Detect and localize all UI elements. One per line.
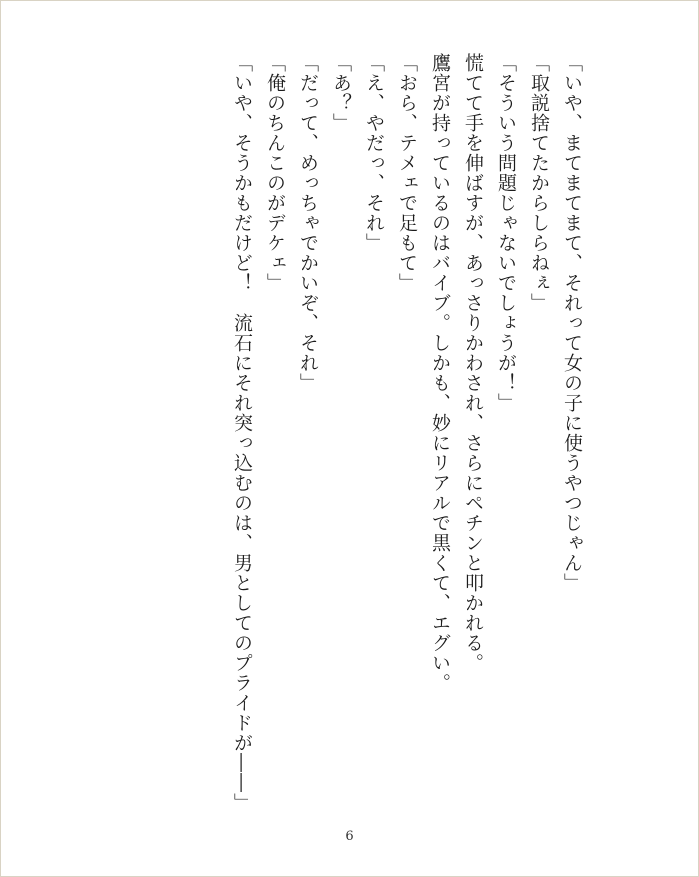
text-line: 「俺のちんこのがデケェ」: [264, 53, 286, 293]
text-line: 「おら、テメェで足もて」: [396, 53, 418, 293]
text-line: 「え、やだっ、それ」: [363, 53, 385, 253]
text-line: 「いや、まてまてまて、それって女の子に使うやつじゃん」: [561, 53, 583, 593]
text-line: 「あ？」: [330, 53, 352, 133]
text-line: 「いや、そうかもだけど！ 流石にそれ突っ込むのは、男としてのプライドが――」: [231, 53, 253, 813]
text-line: 「取説捨てたからしらねぇ」: [528, 53, 550, 313]
page-number: 6: [345, 829, 354, 844]
text-line: 慌てて手を伸ばすが、あっさりかわされ、さらにペチンと叩かれる。: [462, 53, 484, 673]
text-line: 「そういう問題じゃないでしょうが！」: [495, 53, 517, 413]
vertical-text-body: [128, 53, 588, 813]
text-line: 鷹宮が持っているのはバイブ。しかも、妙にリアルで黒くて、エグい。: [429, 53, 451, 693]
text-line: 「だって、めっちゃでかいぞ、それ」: [297, 53, 319, 393]
